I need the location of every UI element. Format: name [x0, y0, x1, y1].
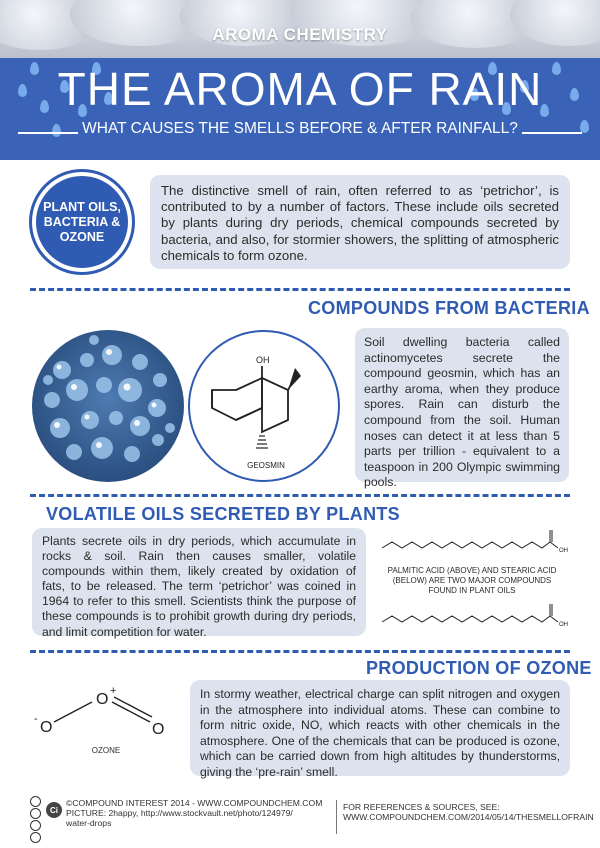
bacteria-text: Soil dwelling bacteria called actinomycetes secrete the compound geosmin, which has an earthy aroma, when they produce spores. Rain can disturb the compound from the soil. Human noses can detect it at less than 5 parts per trillion - equivalent to a teaspoon in 200 Olympic swimming pools. — [364, 335, 560, 490]
ci-logo-text: Ci — [50, 805, 58, 815]
header-banner — [0, 0, 600, 160]
footer-credit-line-3: water-drops — [66, 818, 112, 828]
fatty-acids-caption: PALMITIC ACID (ABOVE) AND STEARIC ACID (BELOW) ARE TWO MAJOR COMPOUNDS FOUND IN PLANT OILS — [387, 566, 557, 595]
footer-credit-line-1: ©COMPOUND INTEREST 2014 - WWW.COMPOUNDCHEM.COM — [66, 798, 323, 808]
section-divider — [30, 650, 570, 653]
page-title: THE AROMA OF RAIN — [57, 63, 543, 115]
cc-icon — [30, 796, 41, 807]
ozone-section-title: PRODUCTION OF OZONE — [366, 658, 592, 678]
palmitic-oh-label: OH — [559, 548, 568, 554]
topic-badge — [32, 172, 132, 272]
ozone-atom-right: O — [152, 721, 165, 738]
topic-badge-label: PLANT OILS, BACTERIA & OZONE — [43, 199, 121, 244]
footer — [0, 792, 600, 848]
ozone-charge-plus: + — [110, 685, 117, 697]
section-divider — [30, 288, 570, 291]
footer-credit-line-2: PICTURE: 2happy, http://www.stockvault.net/photo/124979/ — [66, 808, 293, 818]
ozone-charge-minus: - — [34, 713, 38, 725]
ozone-text-box — [190, 680, 570, 779]
geosmin-structure-icon — [190, 332, 342, 484]
ozone-label: OZONE — [91, 746, 121, 755]
footer-credits — [66, 798, 322, 828]
plants-text-box — [32, 528, 366, 639]
kicker-label: AROMA CHEMISTRY — [212, 25, 388, 44]
intro-text-box — [150, 175, 570, 269]
geosmin-label: GEOSMIN — [247, 461, 285, 470]
water-drops-image — [32, 330, 184, 482]
geosmin-oh-label: OH — [256, 355, 270, 365]
footer-divider — [336, 800, 337, 834]
plants-section-title: VOLATILE OILS SECRETED BY PLANTS — [46, 504, 400, 524]
by-icon — [30, 808, 41, 819]
stearic-oh-label: OH — [559, 622, 568, 628]
bacteria-text-box — [355, 328, 569, 490]
footer-references — [343, 802, 594, 822]
plants-text: Plants secrete oils in dry periods, which accumulate in rocks & soil. Rain then causes smaller, volatile compounds within them, likely created by oxidation of fats, to be released. The term ‘petrichor’ was coined in 1964 to refer to this smell. Scientists think the purpose of these compounds is to prohibit growth during dry periods, and limit competition for water. — [42, 534, 356, 639]
section-divider — [30, 494, 570, 497]
license-icons — [30, 796, 42, 843]
nd-icon — [30, 820, 41, 831]
ozone-atom-left: O — [40, 719, 53, 736]
ci-logo-icon — [46, 802, 62, 818]
geosmin-molecule-panel — [188, 330, 340, 482]
intro-text: The distinctive smell of rain, often referred to as ‘petrichor’, is contributed to by a number of factors. These include oils secreted by plants during dry periods, chemical compounds secreted by bacteria, and also, for stormier showers, the splitting of atmospheric chemicals to form ozone. — [161, 183, 559, 263]
page-subtitle: WHAT CAUSES THE SMELLS BEFORE & AFTER RAINFALL? — [82, 120, 518, 137]
nc-icon — [30, 832, 41, 843]
footer-refs-line-1: FOR REFERENCES & SOURCES, SEE: — [343, 802, 500, 812]
subtitle-rule-right — [522, 132, 582, 134]
footer-refs-link[interactable]: WWW.COMPOUNDCHEM.COM/2014/05/14/THESMELLOFRAIN — [343, 812, 594, 822]
ozone-atom-top: O — [96, 691, 109, 708]
water-drops-photo — [32, 330, 184, 482]
ozone-text: In stormy weather, electrical charge can split nitrogen and oxygen in the atmosphere into individual atoms. These can combine to form nitric oxide, NO, which reacts with other chemicals in the atmosphere. One of the chemicals that can be produced is ozone, which can be carried down from high altitudes by thunderstorms, giving the ‘pre-rain’ smell. — [200, 687, 560, 779]
bacteria-section-title: COMPOUNDS FROM BACTERIA — [308, 298, 590, 318]
